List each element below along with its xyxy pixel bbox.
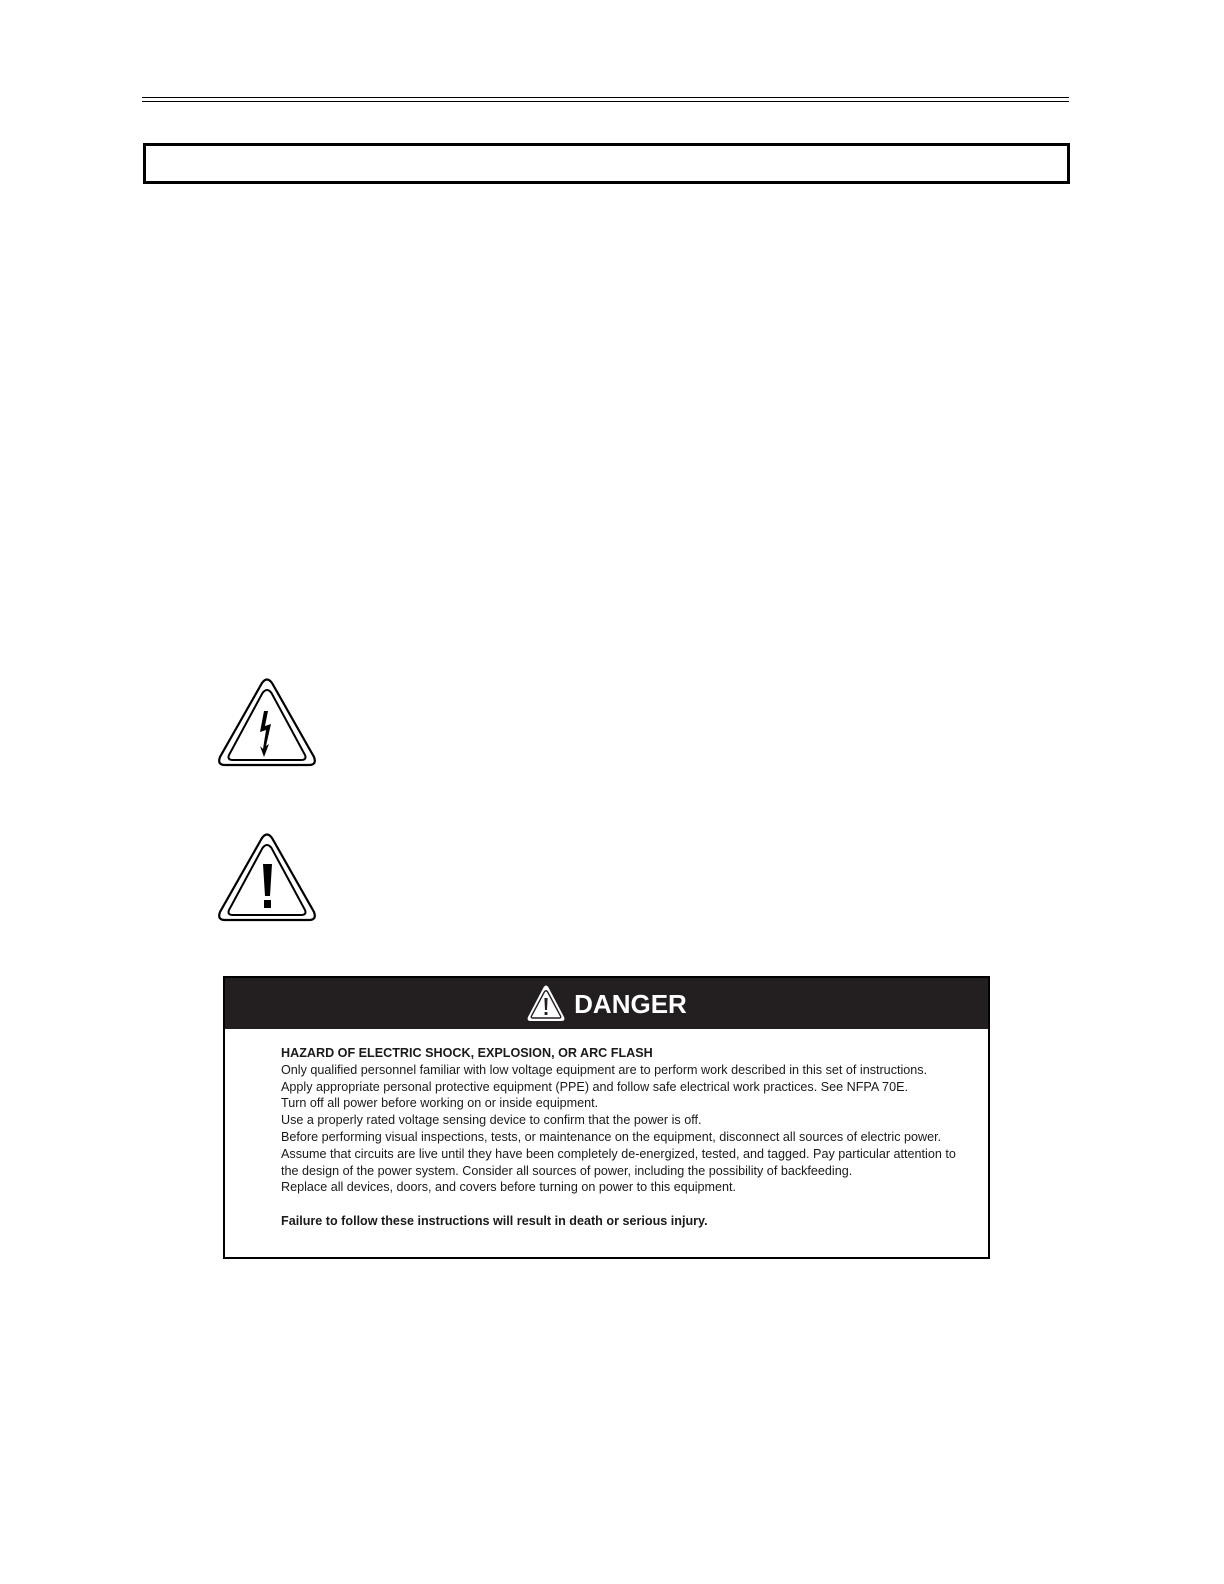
header-rule-bottom xyxy=(142,101,1069,102)
signal-word: DANGER xyxy=(574,989,687,1019)
instruction-line: Apply appropriate personal protective equipment (PPE) and follow safe electrical work practices. See NFPA 70E. xyxy=(281,1079,908,1094)
section-heading-box xyxy=(143,143,1070,184)
hazard-title: HAZARD OF ELECTRIC SHOCK, EXPLOSION, OR ARC FLASH xyxy=(281,1046,653,1060)
instruction-line: Assume that circuits are live until they have been completely de-energized, tested, and tagged. Pay particular attention to xyxy=(281,1146,956,1161)
instruction-line: Only qualified personnel familiar with low voltage equipment are to perform work described in this set of instructions. xyxy=(281,1062,928,1077)
safety-alert-icon xyxy=(216,832,318,924)
danger-safety-message xyxy=(223,976,990,1259)
spacer xyxy=(281,1196,981,1213)
header-rule-top xyxy=(142,97,1069,98)
instruction-line: the design of the power system. Consider all sources of power, including the possibility of backfeeding. xyxy=(281,1163,853,1178)
consequence-statement: Failure to follow these instructions will result in death or serious injury. xyxy=(281,1213,708,1228)
instruction-line: Turn off all power before working on or inside equipment. xyxy=(281,1096,599,1111)
safety-alert-icon xyxy=(526,984,566,1024)
danger-message-body xyxy=(281,1045,981,1230)
danger-header xyxy=(225,978,988,1029)
instruction-line: Use a properly rated voltage sensing device to confirm that the power is off. xyxy=(281,1113,702,1128)
instruction-line: Before performing visual inspections, tests, or maintenance on the equipment, disconnect all sources of electric power. xyxy=(281,1129,942,1144)
instruction-line: Replace all devices, doors, and covers before turning on power to this equipment. xyxy=(281,1180,737,1195)
electric-shock-hazard-icon xyxy=(216,677,318,769)
